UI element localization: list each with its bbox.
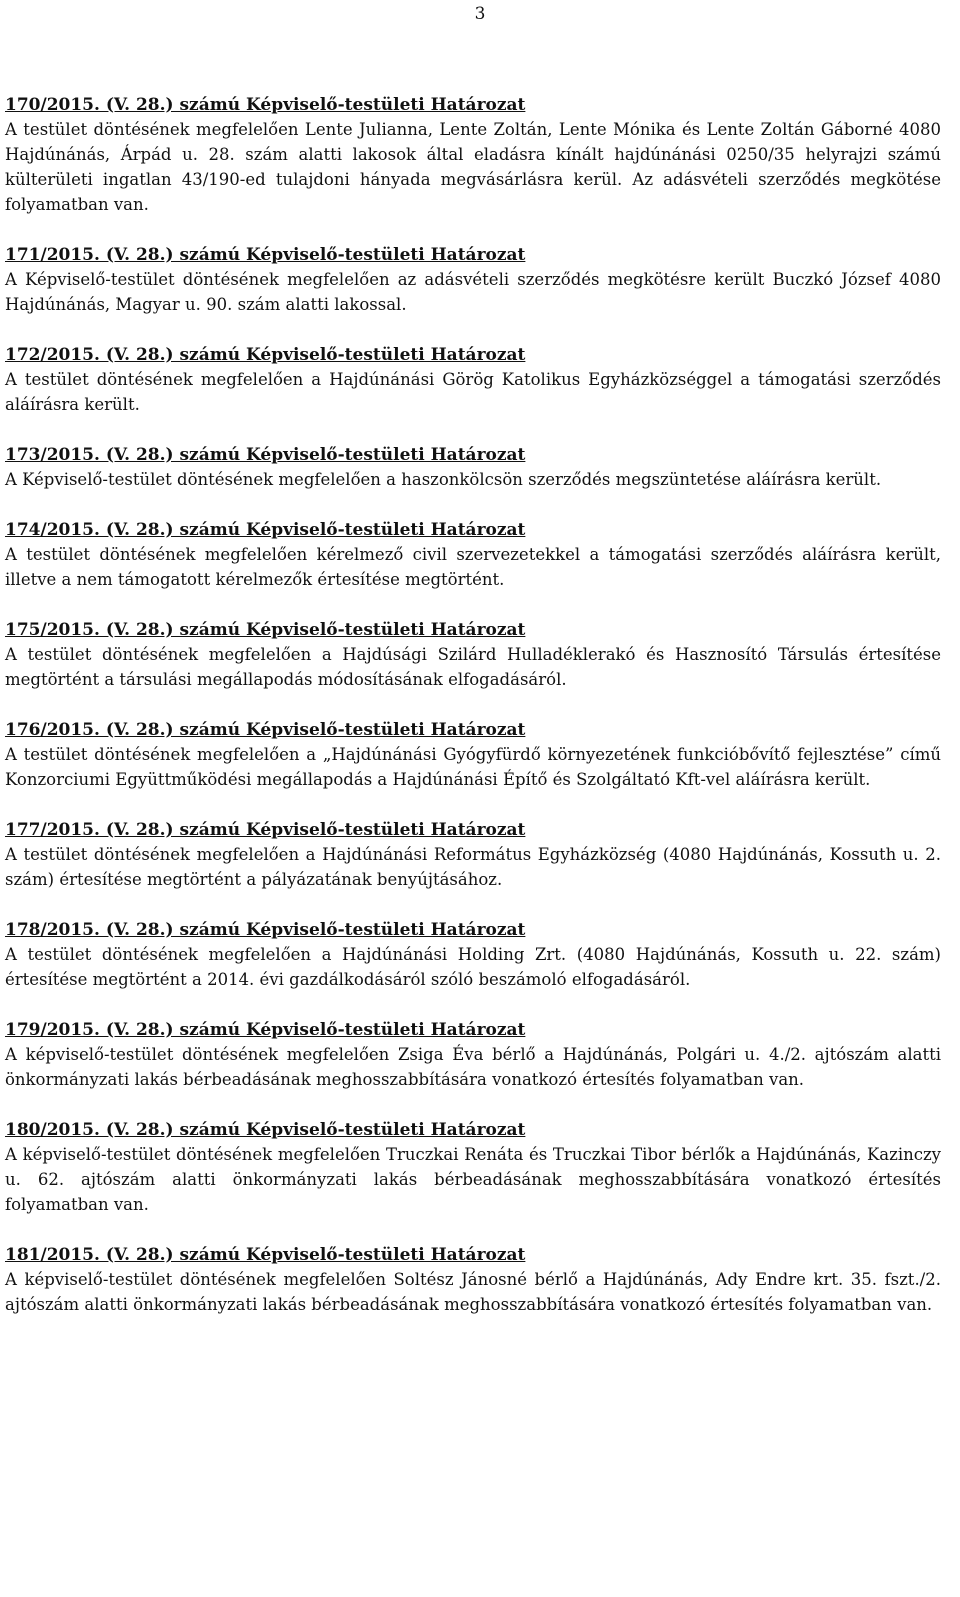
decision-heading: 173/2015. (V. 28.) számú Képviselő-testületi Határozat [5,445,526,465]
decision-179 [5,1018,941,1092]
decision-heading: 180/2015. (V. 28.) számú Képviselő-testületi Határozat [5,1120,526,1140]
decision-heading: 175/2015. (V. 28.) számú Képviselő-testületi Határozat [5,620,526,640]
decision-text: A képviselő-testület döntésének megfelelően Zsiga Éva bérlő a Hajdúnánás, Polgári u. 4./2. ajtószám alatti önkormányzati lakás bérbeadásának meghosszabbítására vonatkozó értesítés folyamatban van. [5,1045,941,1089]
decision-174 [5,518,941,592]
decision-text: A Képviselő-testület döntésének megfelelően az adásvételi szerződés megkötésre került Buczkó József 4080 Hajdúnánás, Magyar u. 90. szám alatti lakossal. [5,270,941,314]
decision-text: A testület döntésének megfelelően Lente Julianna, Lente Zoltán, Lente Mónika és Lente Zoltán Gáborné 4080 Hajdúnánás, Árpád u. 28. szám alatti lakosok által eladásra kínált hajdúnánási 0250/35 helyrajzi számú külterületi ingatlan 43/190-ed tulajdoni hányada megvásárlásra kerül. Az adásvételi szerződés megkötése folyamatban van. [5,120,941,214]
decision-heading: 181/2015. (V. 28.) számú Képviselő-testületi Határozat [5,1245,526,1265]
decision-heading: 171/2015. (V. 28.) számú Képviselő-testületi Határozat [5,245,526,265]
decision-181 [5,1243,941,1317]
decision-text: A képviselő-testület döntésének megfelelően Truczkai Renáta és Truczkai Tibor bérlők a Hajdúnánás, Kazinczy u. 62. ajtószám alatti önkormányzati lakás bérbeadásának meghosszabbítására vonatkozó értesítés folyamatban van. [5,1145,941,1214]
decision-heading: 176/2015. (V. 28.) számú Képviselő-testületi Határozat [5,720,526,740]
decision-173 [5,443,941,492]
decision-text: A testület döntésének megfelelően a Hajdúsági Szilárd Hulladéklerakó és Hasznosító Társulás értesítése megtörtént a társulási megállapodás módosításának elfogadásáról. [5,645,941,689]
decision-text: A testület döntésének megfelelően a Hajdúnánási Holding Zrt. (4080 Hajdúnánás, Kossuth u. 22. szám) értesítése megtörtént a 2014. évi gazdálkodásáról szóló beszámoló elfogadásáról. [5,945,941,989]
decision-text: A testület döntésének megfelelően a Hajdúnánási Református Egyházközség (4080 Hajdúnánás, Kossuth u. 2. szám) értesítése megtörtént a pályázatának benyújtásához. [5,845,941,889]
decision-177 [5,818,941,892]
decision-172 [5,343,941,417]
decision-heading: 174/2015. (V. 28.) számú Képviselő-testületi Határozat [5,520,526,540]
decision-170 [5,93,941,217]
decision-178 [5,918,941,992]
page-number: 3 [474,4,486,24]
decision-text: A testület döntésének megfelelően a „Hajdúnánási Gyógyfürdő környezetének funkcióbővítő fejlesztése” című Konzorciumi Együttműködési megállapodás a Hajdúnánási Építő és Szolgáltató Kft-vel aláírásra került. [5,745,941,789]
decision-175 [5,618,941,692]
decision-heading: 172/2015. (V. 28.) számú Képviselő-testületi Határozat [5,345,526,365]
decision-text: A Képviselő-testület döntésének megfelelően a haszonkölcsön szerződés megszüntetése aláírásra került. [5,470,882,489]
document-body [5,93,941,1343]
decision-text: A testület döntésének megfelelően kérelmező civil szervezetekkel a támogatási szerződés aláírásra került, illetve a nem támogatott kérelmezők értesítése megtörtént. [5,545,941,589]
decision-heading: 179/2015. (V. 28.) számú Képviselő-testületi Határozat [5,1020,526,1040]
decision-heading: 170/2015. (V. 28.) számú Képviselő-testületi Határozat [5,95,526,115]
decision-text: A képviselő-testület döntésének megfelelően Soltész Jánosné bérlő a Hajdúnánás, Ady Endre krt. 35. fszt./2. ajtószám alatti önkormányzati lakás bérbeadásának meghosszabbítására vonatkozó értesítés folyamatban van. [5,1270,941,1314]
decision-heading: 177/2015. (V. 28.) számú Képviselő-testületi Határozat [5,820,526,840]
decision-176 [5,718,941,792]
decision-171 [5,243,941,317]
decision-180 [5,1118,941,1217]
decision-text: A testület döntésének megfelelően a Hajdúnánási Görög Katolikus Egyházközséggel a támogatási szerződés aláírásra került. [5,370,941,414]
decision-heading: 178/2015. (V. 28.) számú Képviselő-testületi Határozat [5,920,526,940]
